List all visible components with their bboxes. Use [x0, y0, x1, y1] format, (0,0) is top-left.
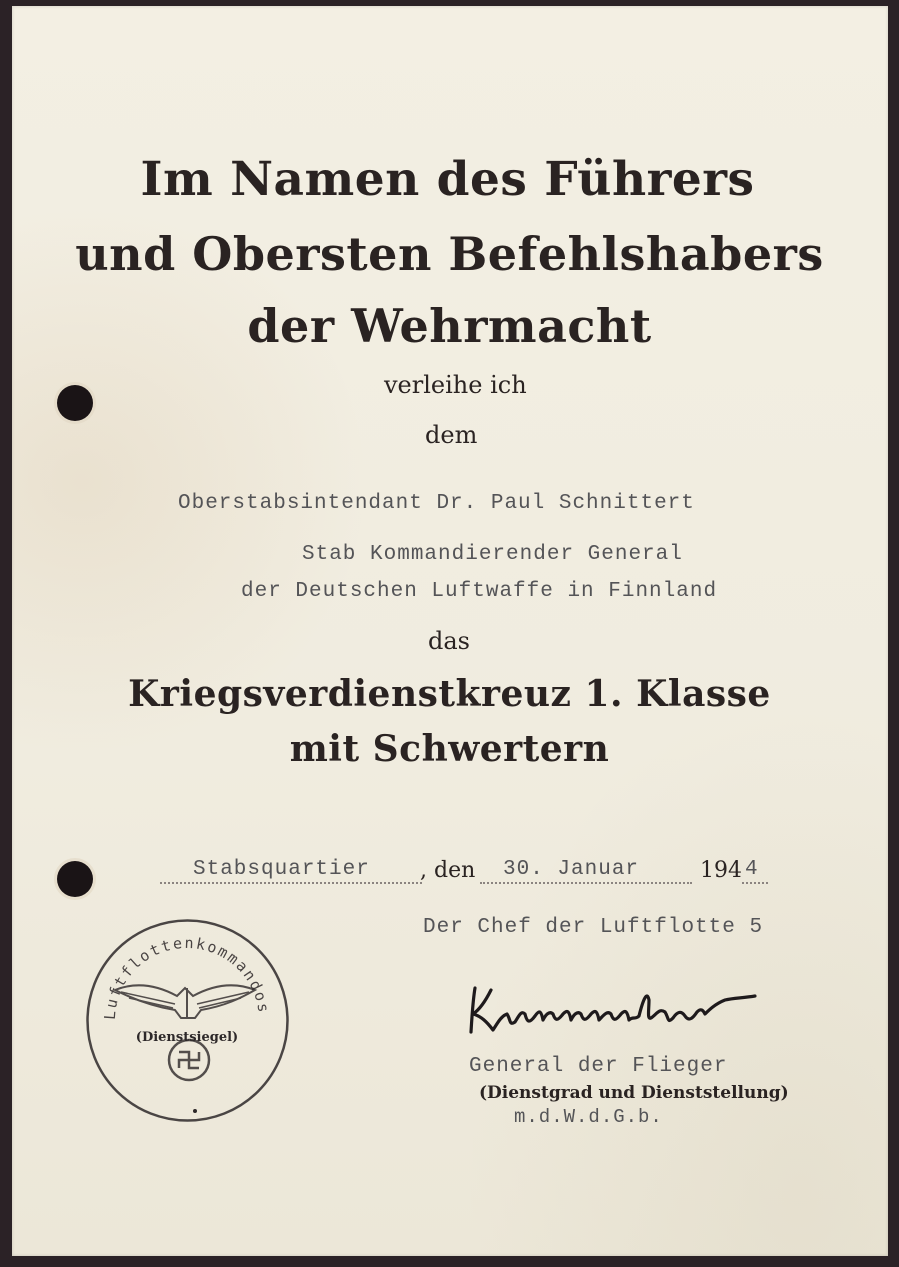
punch-hole-top — [57, 385, 93, 421]
award-line-2: mit Schwertern — [289, 728, 610, 770]
date-text: 30. Januar — [503, 858, 640, 881]
year-suffix: 4 — [745, 858, 759, 881]
signer-title: Der Chef der Luftflotte 5 — [423, 916, 764, 939]
place-dotted-line — [160, 882, 422, 884]
recipient-unit-line-2: der Deutschen Luftwaffe in Finnland — [241, 580, 718, 603]
official-stamp — [85, 918, 290, 1123]
heading-line-1: Im Namen des Führers — [140, 152, 755, 207]
award-line-1: Kriegsverdienstkreuz 1. Klasse — [128, 673, 771, 715]
mdwdgb-text: m.d.W.d.G.b. — [514, 1106, 663, 1128]
dem-text: dem — [425, 421, 478, 449]
year-dotted-line — [742, 882, 768, 884]
heading-line-3: der Wehrmacht — [247, 299, 652, 353]
rank-caption: (Dienstgrad und Dienststellung) — [479, 1083, 789, 1103]
rank-text: General der Flieger — [469, 1055, 728, 1078]
recipient-unit-line-1: Stab Kommandierender General — [302, 543, 683, 566]
verleihe-text: verleihe ich — [384, 371, 527, 399]
den-text: , den — [420, 858, 476, 883]
year-prefix: 194 — [700, 858, 742, 883]
punch-hole-bottom — [57, 861, 93, 897]
recipient-name: Oberstabsintendant Dr. Paul Schnittert — [178, 492, 695, 515]
heading-line-2: und Obersten Befehlshabers — [75, 227, 824, 281]
das-text: das — [428, 627, 470, 655]
date-dotted-line — [480, 882, 692, 884]
signature — [463, 980, 763, 1040]
stamp-ring-text: Luftflottenkommandos — [100, 933, 273, 1021]
place-text: Stabsquartier — [193, 858, 370, 881]
stamp-center-label: (Dienstsiegel) — [135, 1030, 239, 1045]
